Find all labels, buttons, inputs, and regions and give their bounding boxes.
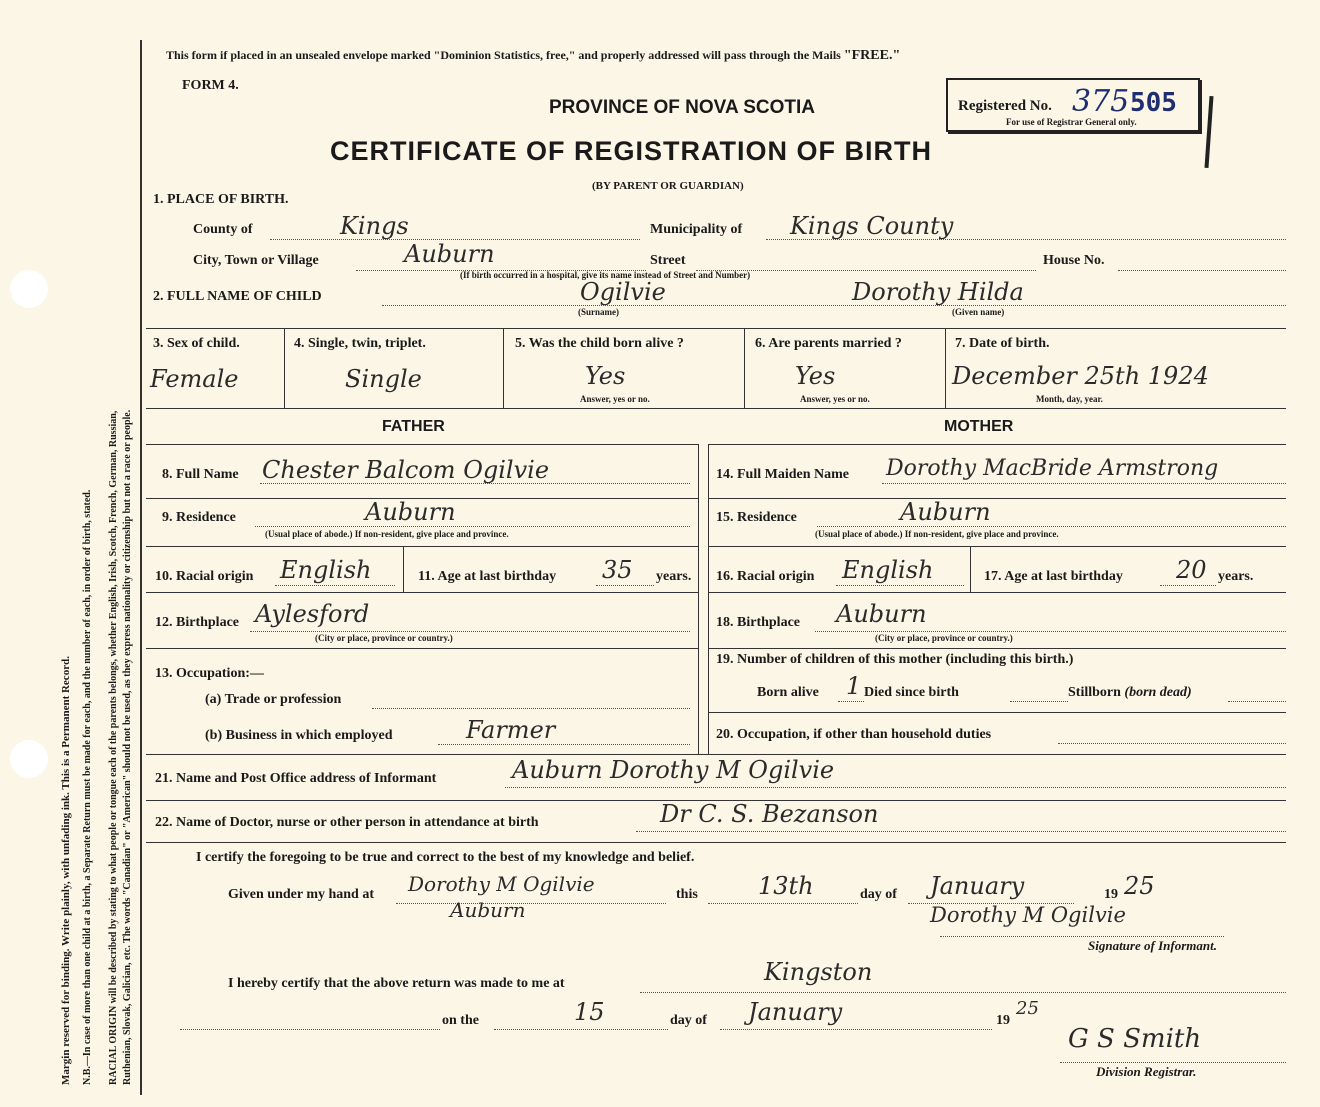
father-name-label: 8. Full Name xyxy=(162,467,239,482)
alive-value: Yes xyxy=(585,362,626,390)
mother-name-value: Dorothy MacBride Armstrong xyxy=(886,456,1219,481)
certify-statement: I certify the foregoing to be true and correct to the best of my knowledge and belief. xyxy=(196,850,695,865)
registrar-statement: I hereby certify that the above return was made to me at xyxy=(228,976,565,991)
informant-value: Auburn Dorothy M Ogilvie xyxy=(512,756,835,784)
informant-label: 21. Name and Post Office address of Informant xyxy=(155,771,437,786)
this-label: this xyxy=(676,887,698,902)
doctor-value: Dr C. S. Bezanson xyxy=(660,800,879,828)
registered-handwritten: 375 xyxy=(1072,84,1130,119)
mother-birthplace-value: Auburn xyxy=(836,600,927,628)
registrar-year-value: 25 xyxy=(1016,998,1039,1019)
registered-stamped: 505 xyxy=(1130,88,1177,118)
father-age-value: 35 xyxy=(602,556,633,584)
county-label: County of xyxy=(193,222,253,237)
father-occupation-label: 13. Occupation:— xyxy=(155,666,264,681)
given-place-value-2: Auburn xyxy=(450,898,526,922)
date-value: December 25th 1924 xyxy=(952,362,1209,390)
registered-box xyxy=(946,78,1200,132)
city-value: Auburn xyxy=(404,240,495,268)
doctor-label: 22. Name of Doctor, nurse or other person in attendance at birth xyxy=(155,815,539,830)
father-birthplace-caption: (City or place, province or country.) xyxy=(315,633,453,643)
father-birthplace-value: Aylesford xyxy=(255,600,370,628)
municipality-value: Kings County xyxy=(790,212,954,240)
mother-age-label: 17. Age at last birthday xyxy=(984,569,1123,584)
mother-residence-caption: (Usual place of abode.) If non-resident, give place and province. xyxy=(815,529,1059,539)
given-name-caption: (Given name) xyxy=(952,307,1005,317)
mail-note: This form if placed in an unsealed envelope marked "Dominion Statistics, free," and properly addressed will pass through the Mails "FREE." xyxy=(166,48,901,63)
mother-occupation-label: 20. Occupation, if other than household duties xyxy=(716,727,992,742)
father-name-value: Chester Balcom Ogilvie xyxy=(262,456,550,484)
born-alive-value: 1 xyxy=(846,672,862,700)
form-number: FORM 4. xyxy=(182,78,239,93)
died-label: Died since birth xyxy=(864,685,959,700)
alive-caption: Answer, yes or no. xyxy=(580,394,650,404)
house-label: House No. xyxy=(1043,253,1105,268)
informant-signature: Dorothy M Ogilvie xyxy=(930,903,1126,927)
registrar-month-value: January xyxy=(748,998,843,1026)
certify-day-of-label: day of xyxy=(860,887,897,902)
father-business-label: (b) Business in which employed xyxy=(205,728,393,743)
surname-caption: (Surname) xyxy=(578,307,619,317)
registrar-day-value: 15 xyxy=(574,998,605,1026)
married-label: 6. Are parents married ? xyxy=(755,336,902,351)
mother-age-unit: years. xyxy=(1218,569,1254,584)
mother-residence-value: Auburn xyxy=(900,498,991,526)
father-race-label: 10. Racial origin xyxy=(155,569,254,584)
margin-note-3: RACIAL ORIGIN will be described by stating to what people or tongue each of the parents belongs, whether English, Irish, Scotch, French, German, Russian, xyxy=(108,410,119,1085)
single-label: 4. Single, twin, triplet. xyxy=(294,336,426,351)
registrar-use-note: For use of Registrar General only. xyxy=(1006,117,1137,127)
surname-value: Ogilvie xyxy=(580,278,666,306)
father-residence-label: 9. Residence xyxy=(162,510,236,525)
punch-hole-top xyxy=(10,270,48,308)
punch-hole-bottom xyxy=(10,740,48,778)
date-label: 7. Date of birth. xyxy=(955,336,1050,351)
certificate-subtitle: (BY PARENT OR GUARDIAN) xyxy=(592,180,744,192)
single-value: Single xyxy=(345,365,422,393)
married-value: Yes xyxy=(795,362,836,390)
father-residence-value: Auburn xyxy=(365,498,456,526)
certify-month-value: January xyxy=(930,872,1025,900)
registrar-caption: Division Registrar. xyxy=(1096,1064,1197,1079)
mother-heading: MOTHER xyxy=(944,418,1014,435)
given-under-label: Given under my hand at xyxy=(228,887,374,902)
mother-residence-label: 15. Residence xyxy=(716,510,797,525)
city-label: City, Town or Village xyxy=(193,253,319,268)
margin-rule xyxy=(140,40,142,1095)
father-heading: FATHER xyxy=(382,418,445,435)
alive-label: 5. Was the child born alive ? xyxy=(515,336,684,351)
mother-name-label: 14. Full Maiden Name xyxy=(716,467,849,482)
margin-note-4: Ruthenian, Slovak, Galician, etc. The words "Canadian" or "American" should not be used, as they express nationality or citizenship but not a race or people. xyxy=(122,409,133,1085)
mother-children-label: 19. Number of children of this mother (including this birth.) xyxy=(716,652,1074,667)
certify-day-value: 13th xyxy=(758,872,814,900)
street-label: Street xyxy=(650,253,686,268)
province-title: PROVINCE OF NOVA SCOTIA xyxy=(549,97,816,118)
mother-birthplace-label: 18. Birthplace xyxy=(716,615,800,630)
child-name-label: 2. FULL NAME OF CHILD xyxy=(153,289,322,304)
hospital-note: (If birth occurred in a hospital, give its name instead of Street and Number) xyxy=(460,270,751,280)
father-business-value: Farmer xyxy=(466,716,556,744)
given-place-value: Dorothy M Ogilvie xyxy=(408,872,595,896)
mother-race-label: 16. Racial origin xyxy=(716,569,815,584)
father-trade-label: (a) Trade or profession xyxy=(205,692,342,707)
father-residence-caption: (Usual place of abode.) If non-resident, give place and province. xyxy=(265,529,509,539)
sex-label: 3. Sex of child. xyxy=(153,336,240,351)
place-heading: 1. PLACE OF BIRTH. xyxy=(153,192,289,207)
registrar-place-value: Kingston xyxy=(764,958,873,986)
registrar-signature: G S Smith xyxy=(1068,1024,1202,1054)
certify-year-value: 25 xyxy=(1124,872,1155,900)
father-race-value: English xyxy=(280,556,372,584)
mother-age-value: 20 xyxy=(1176,556,1207,584)
given-name-value: Dorothy Hilda xyxy=(852,278,1024,306)
informant-signature-caption: Signature of Informant. xyxy=(1088,938,1217,953)
registered-label: Registered No. xyxy=(958,98,1052,114)
registrar-on-the-label: on the xyxy=(442,1013,479,1028)
registrar-year-prefix: 19 xyxy=(996,1013,1010,1028)
certificate-title: CERTIFICATE OF REGISTRATION OF BIRTH xyxy=(330,136,932,166)
mother-birthplace-caption: (City or place, province or country.) xyxy=(875,633,1013,643)
father-birthplace-label: 12. Birthplace xyxy=(155,615,239,630)
county-value: Kings xyxy=(340,212,409,240)
margin-note-1: Margin reserved for binding. Write plainly, with unfading ink. This is a Permanent Record. xyxy=(60,656,72,1085)
margin-note-2: N.B.—In case of more than one child at a birth, a Separate Return must be made for each, and the number of each, in order of birth, stated. xyxy=(82,489,93,1085)
born-alive-label: Born alive xyxy=(757,685,819,700)
sex-value: Female xyxy=(150,365,239,393)
mother-race-value: English xyxy=(842,556,934,584)
stillborn-label: Stillborn (born dead) xyxy=(1068,685,1192,700)
father-age-label: 11. Age at last birthday xyxy=(418,569,557,584)
registrar-day-of-label: day of xyxy=(670,1013,707,1028)
married-caption: Answer, yes or no. xyxy=(800,394,870,404)
municipality-label: Municipality of xyxy=(650,222,743,237)
pen-mark xyxy=(1204,96,1213,168)
certify-year-prefix: 19 xyxy=(1104,887,1118,902)
father-age-unit: years. xyxy=(656,569,692,584)
date-caption: Month, day, year. xyxy=(1036,394,1103,404)
